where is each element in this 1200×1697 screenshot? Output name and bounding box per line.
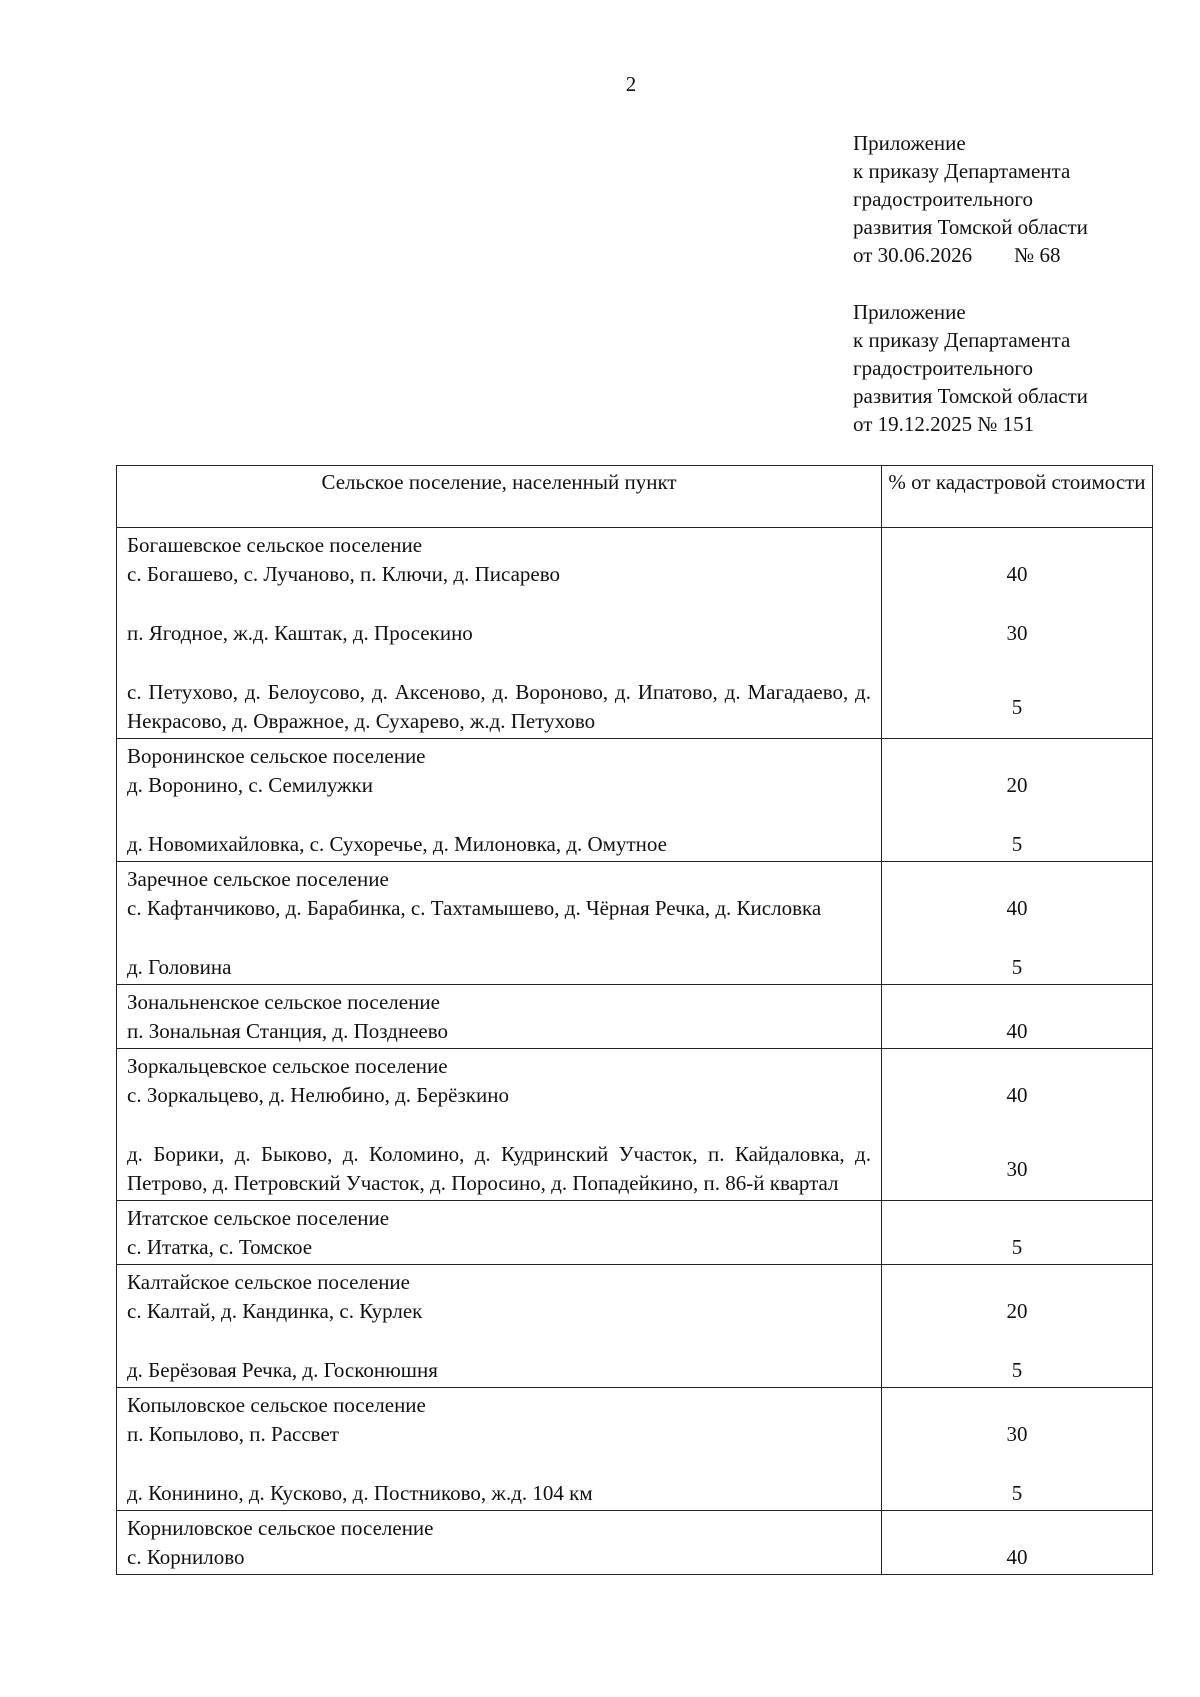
settlement-cell	[117, 985, 882, 1049]
settlement-name: Калтайское сельское поселение	[127, 1270, 410, 1294]
percent-value: 40	[1006, 896, 1028, 920]
group-spacer	[127, 1449, 871, 1479]
percent-value: 30	[1006, 1422, 1028, 1446]
locality-list: с. Итатка, с. Томское	[127, 1235, 313, 1259]
locality-list: п. Копылово, п. Рассвет	[127, 1422, 339, 1446]
table-row	[117, 1201, 1153, 1265]
percent-cell	[882, 528, 1153, 739]
percent-cell	[882, 1265, 1153, 1388]
appendix-title: Приложение	[853, 131, 966, 155]
locality-list: с. Петухово, д. Белоусово, д. Аксеново, д. Вороново, д. Ипатово, д. Магадаево, д. Некрасово, д. Овражное, д. Сухарево, ж.д. Петухово	[127, 680, 871, 733]
locality-list: д. Новомихайловка, с. Сухоречье, д. Милоновка, д. Омутное	[127, 832, 667, 856]
appendix-block-current	[853, 129, 1183, 269]
appendix-line: к приказу Департамента	[853, 159, 1071, 183]
percent-value: 40	[1006, 1545, 1028, 1569]
group-spacer	[127, 1326, 871, 1356]
settlement-name: Заречное сельское поселение	[127, 867, 389, 891]
appendix-title: Приложение	[853, 300, 966, 324]
group-spacer	[127, 1110, 871, 1140]
settlement-name: Итатское сельское поселение	[127, 1206, 390, 1230]
percent-value: 40	[1006, 1083, 1028, 1107]
header-percent: % от кадастровой стоимости	[882, 466, 1153, 528]
settlement-name: Воронинское сельское поселение	[127, 744, 426, 768]
appendix-line: развития Томской области	[853, 384, 1088, 408]
group-spacer	[127, 589, 871, 619]
locality-list: д. Воронино, с. Семилужки	[127, 773, 373, 797]
locality-list: д. Конинино, д. Кусково, д. Постниково, ж.д. 104 км	[127, 1481, 593, 1505]
table-row	[117, 1265, 1153, 1388]
table-row	[117, 1388, 1153, 1511]
appendix-line: к приказу Департамента	[853, 328, 1071, 352]
appendix-number: № 68	[1014, 243, 1061, 267]
settlement-cell	[117, 1511, 882, 1575]
settlement-cell	[117, 528, 882, 739]
locality-list: п. Зональная Станция, д. Позднеево	[127, 1019, 448, 1043]
appendix-date: от 30.06.2026	[853, 243, 973, 267]
appendix-date-line	[853, 241, 1183, 269]
settlement-name: Зональненское сельское поселение	[127, 990, 440, 1014]
percent-cell	[882, 1201, 1153, 1265]
appendix-line: развития Томской области	[853, 215, 1088, 239]
locality-list: с. Зоркальцево, д. Нелюбино, д. Берёзкино	[127, 1083, 509, 1107]
locality-list: с. Кафтанчиково, д. Барабинка, с. Тахтамышево, д. Чёрная Речка, д. Кисловка	[127, 896, 822, 920]
locality-list: с. Корнилово	[127, 1545, 245, 1569]
percent-value: 5	[1011, 1235, 1023, 1259]
rates-table	[116, 465, 1153, 1575]
table-row	[117, 1049, 1153, 1201]
settlement-cell	[117, 1049, 882, 1201]
percent-value: 5	[1011, 694, 1023, 719]
group-spacer	[127, 648, 871, 678]
percent-value: 40	[1006, 1019, 1028, 1043]
appendix-line: градостроительного	[853, 187, 1034, 211]
percent-value: 20	[1006, 1299, 1028, 1323]
locality-list: д. Головина	[127, 955, 232, 979]
percent-value: 5	[1011, 1358, 1023, 1382]
appendix-line: градостроительного	[853, 356, 1034, 380]
table-row	[117, 1511, 1153, 1575]
table-row	[117, 862, 1153, 985]
percent-cell	[882, 1511, 1153, 1575]
percent-cell	[882, 1049, 1153, 1201]
table-row	[117, 985, 1153, 1049]
percent-cell	[882, 985, 1153, 1049]
header-settlement: Сельское поселение, населенный пункт	[117, 466, 882, 528]
percent-value: 20	[1006, 773, 1028, 797]
settlement-cell	[117, 739, 882, 862]
appendix-date-number: от 19.12.2025 № 151	[853, 412, 1035, 436]
table-row	[117, 739, 1153, 862]
settlement-cell	[117, 1388, 882, 1511]
percent-value: 5	[1011, 1481, 1023, 1505]
locality-list: п. Ягодное, ж.д. Каштак, д. Просекино	[127, 621, 473, 645]
settlement-name: Копыловское сельское поселение	[127, 1393, 426, 1417]
group-spacer	[127, 800, 871, 830]
percent-value: 5	[1011, 832, 1023, 856]
page-number: 2	[625, 72, 637, 96]
settlement-cell	[117, 1201, 882, 1265]
percent-cell	[882, 739, 1153, 862]
table-body	[117, 528, 1153, 1575]
percent-cell	[882, 1388, 1153, 1511]
settlement-name: Корниловское сельское поселение	[127, 1516, 434, 1540]
settlement-name: Богашевское сельское поселение	[127, 533, 423, 557]
locality-list: с. Богашево, с. Лучаново, п. Ключи, д. Писарево	[127, 562, 561, 586]
group-spacer	[127, 923, 871, 953]
appendix-block-previous	[853, 298, 1183, 438]
table-header-row	[117, 466, 1153, 528]
settlement-cell	[117, 1265, 882, 1388]
percent-value: 30	[1006, 1156, 1028, 1181]
locality-list: д. Борики, д. Быково, д. Коломино, д. Кудринский Участок, п. Кайдаловка, д. Петрово, д. Петровский Участок, д. Поросино, д. Попадейкино, п. 86-й квартал	[127, 1142, 871, 1195]
settlement-name: Зоркальцевское сельское поселение	[127, 1054, 448, 1078]
percent-value: 5	[1011, 955, 1023, 979]
locality-list: д. Берёзовая Речка, д. Госконюшня	[127, 1358, 438, 1382]
locality-list: с. Калтай, д. Кандинка, с. Курлек	[127, 1299, 423, 1323]
settlement-cell	[117, 862, 882, 985]
percent-value: 40	[1006, 562, 1028, 586]
percent-value: 30	[1006, 621, 1028, 645]
table-row	[117, 528, 1153, 739]
percent-cell	[882, 862, 1153, 985]
